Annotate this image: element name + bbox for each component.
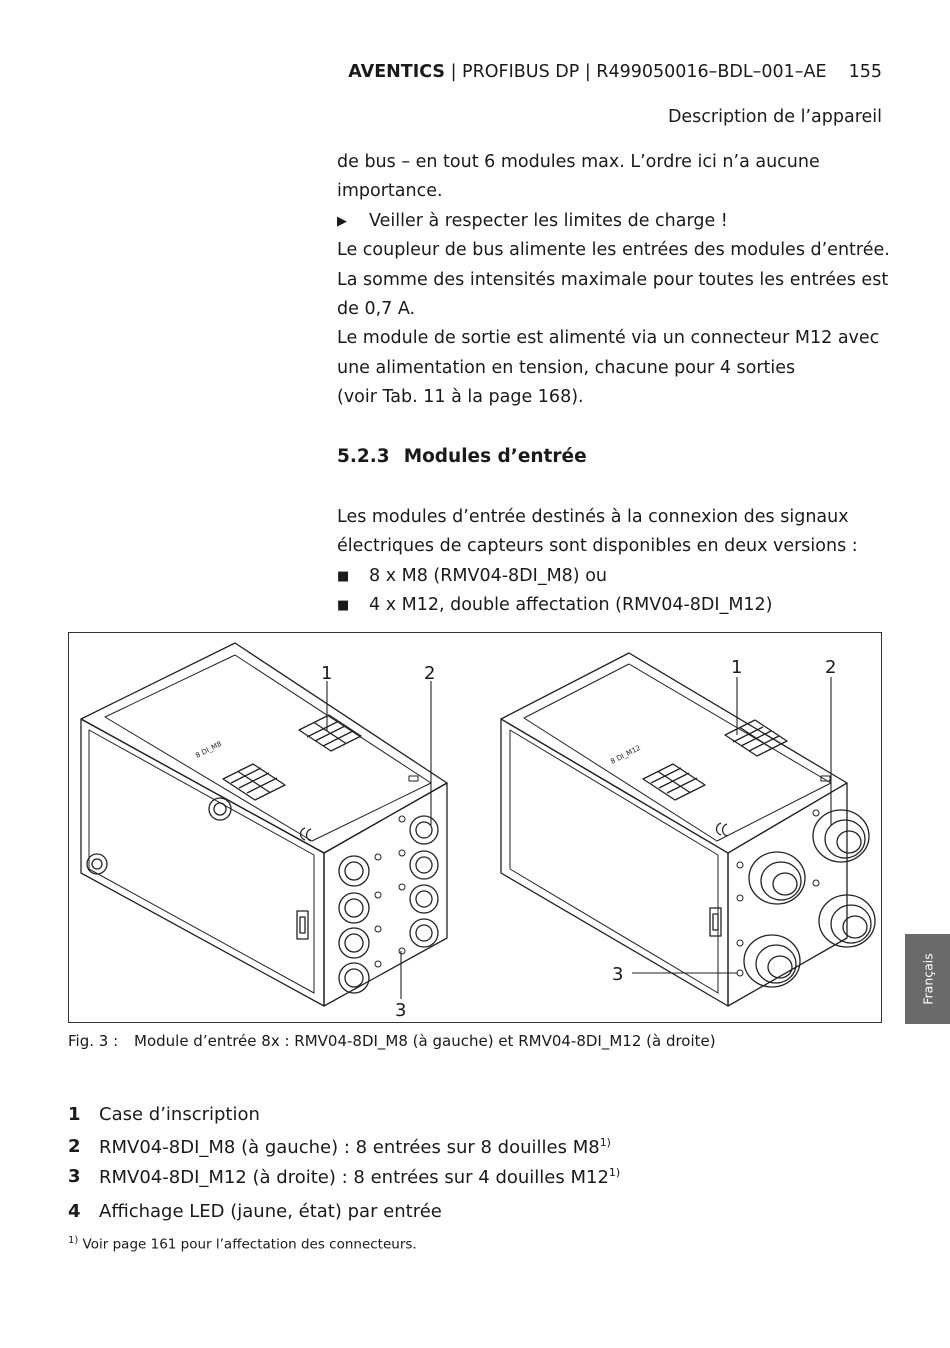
bullet-text: 8 x M8 (RMV04-8DI_M8) ou: [369, 565, 607, 586]
footnote-mark: 1): [68, 1235, 79, 1246]
m8-connector-array: [339, 816, 438, 993]
text-line: Le module de sortie est alimenté via un connecteur M12 avec: [337, 328, 880, 349]
m8-module-drawing: [81, 643, 447, 1006]
section-body: [337, 503, 892, 621]
bullet-square-icon: ■: [337, 598, 350, 614]
page-number: 155: [848, 62, 882, 82]
text-line: de 0,7 A.: [337, 299, 416, 320]
footnote-text: Voir page 161 pour l’affectation des connecteurs.: [78, 1236, 417, 1253]
footnote-ref: 1): [599, 1136, 611, 1149]
bullet-item: [337, 562, 892, 591]
m12-module-drawing: [501, 653, 875, 1006]
figure-frame: [68, 632, 882, 1023]
m12-module-label: 8 DI_M12: [609, 743, 642, 766]
brand-name: AVENTICS: [348, 62, 446, 82]
instruction-marker-icon: ▶: [337, 213, 347, 229]
legend-text: Case d’inscription: [99, 1104, 260, 1125]
text-line: Les modules d’entrée destinés à la connexion des signaux: [337, 507, 849, 527]
running-header: [348, 62, 882, 82]
text-line: Le coupleur de bus alimente les entrées des modules d’entrée.: [337, 240, 890, 261]
section-title: Modules d’entrée: [403, 446, 587, 467]
callout-number: 2: [825, 657, 837, 678]
section-number: 5.2.3: [337, 446, 390, 467]
intro-text: [337, 148, 892, 413]
section-header: Description de l’appareil: [667, 107, 882, 127]
text-line: (voir Tab. 11 à la page 168).: [337, 387, 584, 408]
footnote-ref: 1): [608, 1166, 621, 1179]
bullet-square-icon: ■: [337, 568, 350, 584]
text-line: La somme des intensités maximale pour toutes les entrées est: [337, 269, 889, 290]
figure-caption: [68, 1032, 716, 1050]
text-line: électriques de capteurs sont disponibles en deux versions :: [337, 536, 858, 557]
callout-number: 1: [321, 663, 333, 684]
text-line: de bus – en tout 6 modules max. L’ordre ici n’a aucune: [337, 152, 820, 172]
legend-number: 1: [68, 1104, 81, 1125]
section-heading: [337, 446, 587, 467]
text-line: une alimentation en tension, chacune pour 4 sorties: [337, 357, 796, 378]
m8-led-group: [375, 816, 405, 967]
language-side-tab: [905, 934, 950, 1024]
bullet-item: [337, 591, 892, 620]
callout-number: 2: [424, 663, 436, 684]
legend-number: 4: [68, 1201, 81, 1222]
m12-connector-array: [744, 810, 875, 987]
footnote: [68, 1235, 417, 1253]
text-line: importance.: [337, 181, 443, 202]
legend-number: 3: [68, 1166, 81, 1187]
callout-number: 3: [612, 964, 624, 985]
callout-leaders: [327, 677, 831, 999]
module-illustration: [69, 633, 881, 1022]
instruction-item: [337, 207, 892, 236]
legend-number: 2: [68, 1136, 81, 1157]
instruction-text: Veiller à respecter les limites de charge !: [369, 210, 728, 231]
figure-caption-text: Module d’entrée 8x : RMV04-8DI_M8 (à gauche) et RMV04-8DI_M12 (à droite): [134, 1032, 716, 1050]
figure-label: Fig. 3 :: [68, 1032, 119, 1050]
m8-module-label: 8 DI_M8: [194, 739, 223, 760]
legend-text: RMV04-8DI_M12 (à droite) : 8 entrées sur 4 douilles M12$^{1)}$: [99, 1166, 621, 1188]
callout-number: 1: [731, 657, 743, 678]
callout-number: 3: [395, 1000, 407, 1021]
legend-text: Affichage LED (jaune, état) par entrée: [99, 1201, 442, 1222]
header-doc-id: | PROFIBUS DP | R499050016–BDL–001–AE: [445, 62, 827, 82]
legend-text: RMV04-8DI_M8 (à gauche) : 8 entrées sur 8 douilles M8$^{1)}$: [99, 1136, 611, 1158]
bullet-text: 4 x M12, double affectation (RMV04-8DI_M12): [369, 595, 773, 616]
language-label: Français: [920, 953, 935, 1005]
